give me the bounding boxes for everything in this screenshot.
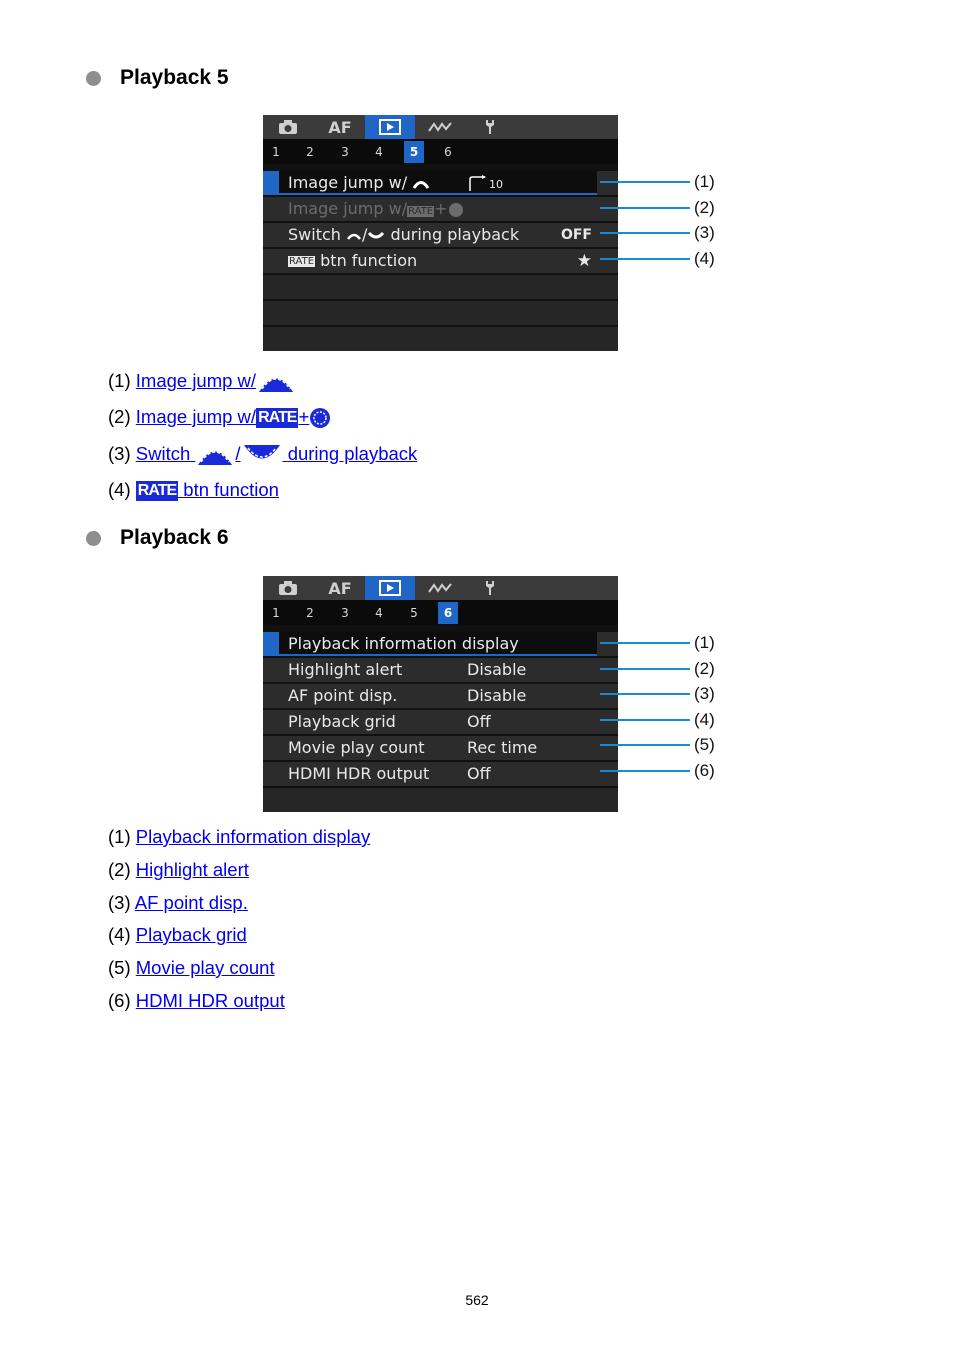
callout-line — [600, 668, 690, 670]
list-number: (2) — [108, 406, 131, 427]
tab-af[interactable] — [315, 115, 365, 139]
callout-label: (1) — [694, 633, 715, 652]
subtab-3[interactable]: 3 — [341, 606, 349, 620]
quick-control-dial-icon — [309, 407, 331, 429]
menu-item-label: Highlight alert — [288, 660, 403, 679]
menu-item-playback-info-display[interactable] — [263, 632, 618, 656]
link-playback-information-display[interactable]: Playback information display — [135, 826, 371, 847]
list-number: (3) — [108, 443, 131, 464]
menu-item-label: Image jump w/ — [288, 173, 408, 192]
list-item — [108, 892, 248, 914]
camera-icon — [278, 119, 298, 135]
list-item — [108, 826, 370, 848]
camera-menu-screenshot-playback-6 — [263, 576, 618, 812]
menu-item-image-jump[interactable] — [263, 171, 618, 195]
tab-shooting[interactable] — [263, 576, 313, 600]
jump-10-icon — [467, 175, 489, 193]
list-item — [108, 990, 285, 1012]
callout-line — [600, 258, 690, 260]
bullet-icon — [86, 531, 101, 546]
menu-item-hdmi-hdr-output[interactable] — [263, 762, 618, 786]
heading-text: Playback 6 — [120, 526, 229, 549]
list-number: (4) — [108, 479, 131, 500]
subtab-4[interactable]: 4 — [375, 145, 383, 159]
tab-setup[interactable] — [465, 576, 515, 600]
tab-playback[interactable] — [365, 115, 415, 139]
link-image-jump[interactable]: Image jump w/ — [136, 370, 296, 391]
list-item — [108, 443, 417, 466]
main-dial-icon — [256, 371, 296, 393]
quick-control-dial-icon — [448, 202, 464, 218]
subtab-1[interactable]: 1 — [272, 606, 280, 620]
callout-line — [600, 642, 690, 644]
callout-line — [600, 232, 690, 234]
custom-wave-icon — [428, 120, 452, 134]
rate-button-icon: RATE — [289, 255, 315, 267]
menu-tab-bar — [263, 115, 618, 139]
callout-label: (6) — [694, 761, 715, 780]
callout-line — [600, 719, 690, 721]
link-rate-btn-function[interactable]: RATE btn function — [137, 479, 279, 500]
main-dial-icon — [195, 444, 235, 466]
main-dial-icon — [346, 231, 362, 241]
subtab-4[interactable]: 4 — [375, 606, 383, 620]
menu-item-value: Off — [467, 764, 491, 783]
subtab-6[interactable]: 6 — [438, 602, 458, 624]
menu-item-label: Playback information display — [288, 634, 519, 653]
tab-af-label: AF — [328, 578, 352, 598]
heading-text: Playback 5 — [120, 66, 229, 89]
tab-custom[interactable] — [415, 576, 465, 600]
menu-item-value: Rec time — [467, 738, 538, 757]
subtab-2[interactable]: 2 — [306, 145, 314, 159]
menu-item-label: Playback grid — [288, 712, 396, 731]
callout-line — [600, 693, 690, 695]
subtab-5[interactable]: 5 — [410, 606, 418, 620]
menu-item-value: Off — [467, 712, 491, 731]
menu-item-empty — [263, 327, 618, 351]
custom-wave-icon — [428, 581, 452, 595]
wrench-icon — [483, 580, 497, 596]
menu-tab-bar — [263, 576, 618, 600]
subtab-6[interactable]: 6 — [444, 145, 452, 159]
callout-label: (3) — [694, 223, 715, 242]
menu-item-empty — [263, 788, 618, 812]
callout-line — [600, 770, 690, 772]
menu-item-label: Image jump w/ — [288, 199, 408, 218]
menu-subtab-bar — [263, 600, 618, 625]
callout-line — [600, 181, 690, 183]
menu-item-movie-play-count[interactable] — [263, 736, 618, 760]
tab-setup[interactable] — [465, 115, 515, 139]
callout-label: (4) — [694, 710, 715, 729]
menu-item-highlight-alert[interactable] — [263, 658, 618, 682]
tab-af[interactable] — [315, 576, 365, 600]
callout-label: (2) — [694, 198, 715, 217]
callout-label: (3) — [694, 684, 715, 703]
menu-item-label: HDMI HDR output — [288, 764, 430, 783]
link-switch-dial[interactable]: Switch / during playback — [136, 443, 418, 464]
main-dial-icon — [412, 179, 430, 189]
list-item — [108, 370, 296, 393]
tab-custom[interactable] — [415, 115, 465, 139]
menu-item-empty — [263, 275, 618, 299]
list-number: (3) — [108, 892, 131, 913]
menu-item-label: Movie play count — [288, 738, 425, 757]
list-item — [108, 406, 331, 429]
section-heading-playback-5 — [86, 66, 229, 90]
playback-icon — [379, 119, 401, 135]
callout-line — [600, 744, 690, 746]
sub-dial-icon — [367, 231, 385, 241]
list-item — [108, 479, 279, 501]
tab-af-label: AF — [328, 117, 352, 137]
rate-button-icon: RATE — [137, 482, 177, 500]
menu-subtab-bar — [263, 139, 618, 164]
list-number: (1) — [108, 370, 131, 391]
subtab-2[interactable]: 2 — [306, 606, 314, 620]
menu-item-value: OFF — [560, 227, 592, 243]
wrench-icon — [483, 119, 497, 135]
camera-icon — [278, 580, 298, 596]
tab-shooting[interactable] — [263, 115, 313, 139]
list-item — [108, 924, 247, 946]
sub-dial-icon — [241, 444, 283, 466]
link-playback-grid[interactable]: Playback grid — [135, 924, 247, 945]
list-number: (4) — [108, 924, 131, 945]
menu-item-label: Switch — [288, 225, 341, 244]
tab-playback[interactable] — [365, 576, 415, 600]
jump-value: 10 — [489, 178, 503, 191]
callout-label: (4) — [694, 249, 715, 268]
link-af-point-disp[interactable]: AF point disp. — [134, 892, 248, 913]
section-heading-playback-6 — [86, 526, 229, 550]
list-number: (2) — [108, 859, 131, 880]
subtab-5[interactable]: 5 — [404, 141, 424, 163]
callout-line — [600, 207, 690, 209]
camera-menu-screenshot-playback-5 — [263, 115, 618, 351]
link-highlight-alert[interactable]: Highlight alert — [135, 859, 249, 880]
link-movie-play-count[interactable]: Movie play count — [135, 957, 275, 978]
menu-item-label: AF point disp. — [288, 686, 398, 705]
menu-item-af-point-disp[interactable] — [263, 684, 618, 708]
rate-button-icon: RATE — [408, 206, 434, 217]
list-number: (5) — [108, 957, 131, 978]
list-item — [108, 859, 249, 881]
bullet-icon — [86, 71, 101, 86]
star-icon: ★ — [576, 251, 592, 271]
callout-label: (1) — [694, 172, 715, 191]
menu-item-value: Disable — [467, 686, 527, 705]
menu-item-label: btn function — [320, 251, 418, 270]
menu-item-empty — [263, 301, 618, 325]
link-hdmi-hdr-output[interactable]: HDMI HDR output — [135, 990, 285, 1011]
menu-item-playback-grid[interactable] — [263, 710, 618, 734]
callout-label: (2) — [694, 659, 715, 678]
page-number: 562 — [465, 1292, 489, 1308]
list-number: (6) — [108, 990, 131, 1011]
link-image-jump-rate[interactable]: Image jump w/ RATE + — [136, 406, 331, 427]
menu-item-switch-dial[interactable]: Switch / during playback OFF — [263, 223, 618, 247]
rate-button-icon: RATE — [258, 409, 297, 427]
menu-item-rate-btn-function[interactable] — [263, 249, 618, 273]
callout-label: (5) — [694, 735, 715, 754]
list-number: (1) — [108, 826, 131, 847]
playback-icon — [379, 580, 401, 596]
subtab-1[interactable]: 1 — [272, 145, 280, 159]
list-item — [108, 957, 275, 979]
menu-item-value: Disable — [467, 660, 527, 679]
menu-item-image-jump-rate[interactable]: Image jump w/RATE+ — [263, 197, 618, 221]
subtab-3[interactable]: 3 — [341, 145, 349, 159]
